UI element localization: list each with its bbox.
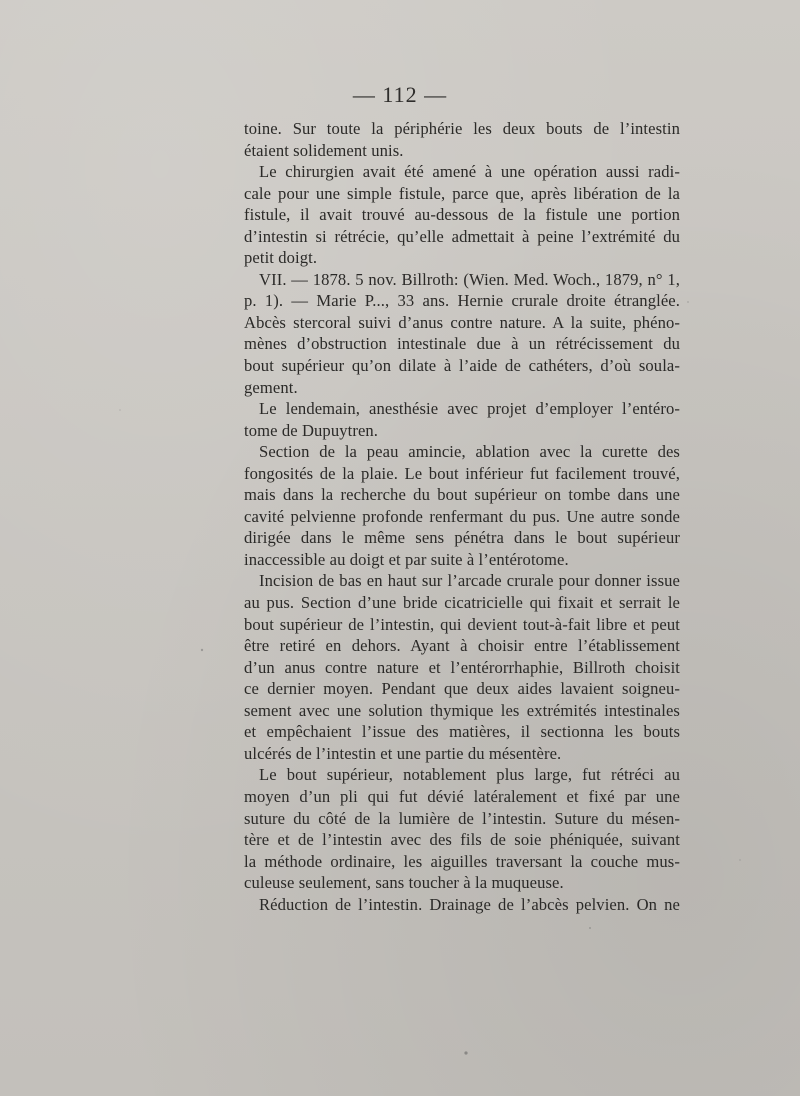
text-line: bout supérieur de l’intestin, qui devient tout-à-fait libre et peut	[244, 614, 680, 634]
text-line: fistule, il avait trouvé au-dessous de la fistule une portion	[244, 205, 680, 225]
text-line: la méthode ordinaire, les aiguilles traversant la couche mus-	[244, 851, 680, 871]
page-number: — 112 —	[352, 82, 448, 107]
text-line: toine. Sur toute la périphérie les deux bouts de l’intestin	[244, 119, 680, 138]
text-line: Incision de bas en haut sur l’arcade crurale pour donner issue	[259, 571, 680, 591]
text-line: mais dans la recherche du bout supérieur on tombe dans une	[244, 485, 680, 505]
text-line: Le bout supérieur, notablement plus large, fut rétréci au	[259, 765, 680, 785]
text-line: Réduction de l’intestin. Drainage de l’abcès pelvien. On ne	[259, 894, 680, 914]
text-line: gement.	[244, 377, 298, 397]
text-line: petit doigt.	[244, 248, 318, 268]
text-line: fongosités de la plaie. Le bout inférieur fut facilement trouvé,	[244, 463, 680, 483]
text-line: tome de Dupuytren.	[244, 420, 379, 440]
text-line: ce dernier moyen. Pendant que deux aides lavaient soigneu-	[244, 679, 680, 699]
text-line: tère et de l’intestin avec des fils de soie phéniquée, suivant	[244, 830, 680, 850]
text-line: bout supérieur qu’on dilate à l’aide de cathéters, d’où soula-	[244, 356, 680, 376]
text-line: et empêchaient l’issue des matières, il sectionna les bouts	[244, 722, 680, 742]
text-line: Section de la peau amincie, ablation avec la curette des	[259, 442, 680, 462]
text-line: VII. — 1878. 5 nov. Billroth: (Wien. Med. Woch., 1879, n° 1,	[259, 269, 680, 289]
text-line: cavité pelvienne profonde renfermant du pus. Une autre sonde	[244, 506, 680, 526]
text-line: d’intestin si rétrécie, qu’elle admettait à peine l’extrémité du	[244, 226, 680, 246]
text-line: culeuse seulement, sans toucher à la muqueuse.	[244, 873, 564, 893]
text-line: Abcès stercoral suivi d’anus contre nature. A la suite, phéno-	[244, 312, 680, 332]
text-line: Le lendemain, anesthésie avec projet d’employer l’entéro-	[259, 399, 680, 419]
text-line: dirigée dans le même sens pénétra dans le bout supérieur	[244, 528, 680, 548]
text-line: être retiré en dehors. Ayant à choisir entre l’établissement	[244, 636, 680, 656]
text-line: au pus. Section d’une bride cicatricielle qui fixait et serrait le	[244, 593, 680, 613]
text-line: inaccessible au doigt et par suite à l’entérotome.	[244, 549, 569, 569]
text-line: p. 1). — Marie P..., 33 ans. Hernie crurale droite étranglée.	[244, 291, 680, 311]
text-line: Le chirurgien avait été amené à une opération aussi radi-	[259, 162, 680, 182]
text-line: cale pour une simple fistule, parce que, après libération de la	[244, 183, 680, 203]
body-text	[244, 118, 680, 915]
text-line: sement avec une solution thymique les extrémités intestinales	[244, 700, 680, 720]
text-line: d’un anus contre nature et l’entérorrhaphie, Billroth choisit	[244, 657, 680, 677]
text-line: suture du côté de la lumière de l’intestin. Suture du mésen-	[244, 808, 680, 828]
text-line: étaient solidement unis.	[244, 140, 404, 160]
text-line: moyen d’un pli qui fut dévié latéralement et fixé par une	[244, 786, 680, 806]
text-line: mènes d’obstruction intestinale due à un rétrécissement du	[244, 334, 680, 354]
text-line: ulcérés de l’intestin et une partie du mésentère.	[244, 743, 562, 763]
